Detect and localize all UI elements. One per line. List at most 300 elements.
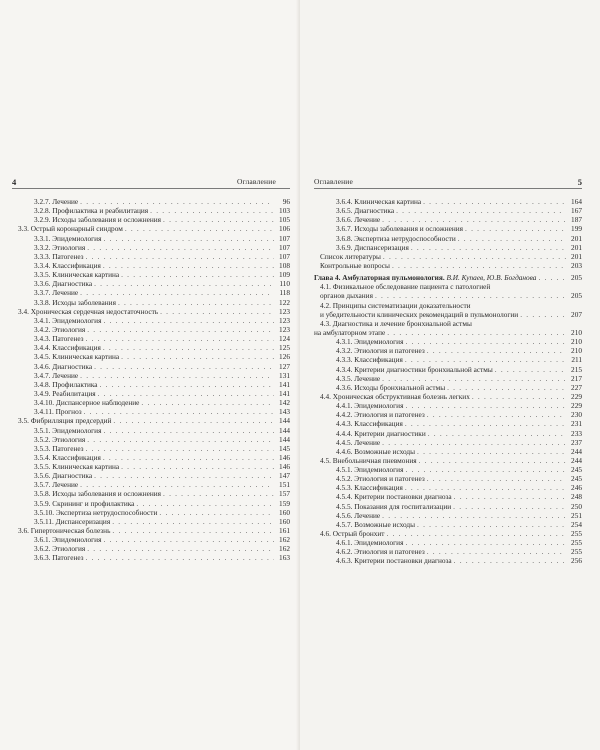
toc-entry-page: 244 bbox=[571, 455, 582, 465]
toc-entry-title: 3.4.1. Эпидемиология bbox=[34, 315, 102, 325]
toc-dot-leader bbox=[405, 465, 566, 474]
toc-dot-leader bbox=[103, 316, 274, 325]
toc-entry-title: 4.1. Физикальное обследование пациента с патологией bbox=[320, 282, 491, 292]
toc-entry-page: 251 bbox=[571, 510, 582, 520]
toc-entry-title: 3.2.8. Профилактика и реабилитация bbox=[34, 206, 149, 216]
toc-entry-page: 245 bbox=[571, 465, 582, 475]
toc-entry-title: 3.4.6. Диагностика bbox=[34, 361, 93, 371]
toc-entry[interactable] bbox=[314, 261, 582, 270]
toc-entry-page: 210 bbox=[571, 327, 582, 337]
toc-entry-title: 3.5.6. Диагностика bbox=[34, 471, 93, 481]
toc-dot-leader bbox=[375, 291, 566, 300]
toc-entry[interactable] bbox=[314, 206, 582, 215]
toc-entry-title: 4.5.7. Возможные исходы bbox=[336, 519, 416, 529]
toc-entry[interactable] bbox=[314, 547, 582, 556]
toc-dot-leader bbox=[382, 511, 566, 520]
toc-entry-title: Список литературы bbox=[320, 251, 381, 261]
toc-entry[interactable] bbox=[314, 538, 582, 547]
toc-dot-leader bbox=[454, 556, 566, 565]
toc-entry-title: 4.6.1. Эпидемиология bbox=[336, 538, 404, 548]
toc-entry-page: 118 bbox=[279, 288, 290, 298]
toc-entry-title: 3.4.9. Реабилитация bbox=[34, 388, 96, 398]
toc-entry-title: 3.3.7. Лечение bbox=[34, 288, 79, 298]
toc-entry[interactable] bbox=[314, 438, 582, 447]
toc-entry-page: 126 bbox=[279, 352, 290, 362]
toc-group-chapter-4 bbox=[314, 282, 582, 565]
toc-entry-page: 123 bbox=[279, 324, 290, 334]
toc-dot-leader bbox=[125, 224, 274, 233]
toc-entry-page: 201 bbox=[571, 242, 582, 252]
toc-entry-title: 3.3.8. Исходы заболевания bbox=[34, 297, 116, 307]
toc-entry[interactable] bbox=[314, 374, 582, 383]
toc-entry[interactable] bbox=[314, 301, 582, 310]
toc-chapter-authors: В.И. Купаев, Ю.В. Богданова bbox=[446, 273, 537, 283]
toc-entry-title: 3.4.10. Диспансерное наблюдение bbox=[34, 398, 140, 408]
toc-entry-page: 255 bbox=[571, 538, 582, 548]
toc-dot-leader bbox=[538, 273, 566, 282]
toc-entry[interactable] bbox=[314, 291, 582, 300]
toc-dot-leader bbox=[382, 438, 566, 447]
toc-entry[interactable] bbox=[314, 502, 582, 511]
toc-entry-page: 217 bbox=[571, 373, 582, 383]
toc-dot-leader bbox=[428, 429, 566, 438]
toc-dot-leader bbox=[417, 447, 566, 456]
left-toc-list bbox=[12, 197, 290, 563]
toc-entry-page: 160 bbox=[279, 516, 290, 526]
toc-entry-page: 108 bbox=[279, 260, 290, 270]
toc-dot-leader bbox=[103, 343, 274, 352]
toc-entry-title: 3.6.3. Патогенез bbox=[34, 553, 84, 563]
toc-entry[interactable] bbox=[12, 243, 290, 252]
toc-entry-title: 4.5.1. Эпидемиология bbox=[336, 465, 404, 475]
toc-dot-leader bbox=[382, 215, 566, 224]
toc-dot-leader bbox=[423, 197, 566, 206]
toc-entry-title: 4.3.3. Классификация bbox=[336, 355, 403, 365]
toc-entry[interactable] bbox=[12, 517, 290, 526]
toc-dot-leader bbox=[465, 224, 566, 233]
toc-entry-title: 3.5.11. Диспансеризация bbox=[34, 516, 111, 526]
toc-entry[interactable] bbox=[314, 511, 582, 520]
toc-entry-page: 215 bbox=[571, 364, 582, 374]
toc-entry-title: органов дыхания bbox=[320, 291, 373, 301]
toc-entry-title: 4.6. Острый бронхит bbox=[320, 529, 385, 539]
toc-entry-title: 4.3.6. Исходы бронхиальной астмы bbox=[336, 382, 446, 392]
toc-dot-leader bbox=[141, 398, 274, 407]
toc-entry[interactable] bbox=[314, 355, 582, 364]
toc-dot-leader bbox=[405, 401, 566, 410]
toc-entry[interactable] bbox=[12, 279, 290, 288]
toc-entry-title: 3.3. Острый коронарный синдром bbox=[18, 224, 123, 234]
toc-entry-title: 4.3. Диагностика и лечение бронхиальной астмы bbox=[320, 318, 472, 328]
toc-entry[interactable] bbox=[12, 426, 290, 435]
toc-entry[interactable] bbox=[314, 419, 582, 428]
toc-entry[interactable] bbox=[314, 383, 582, 392]
toc-entry-page: 96 bbox=[282, 197, 290, 206]
toc-entry-page: 142 bbox=[279, 398, 290, 408]
toc-entry-title: 3.2.7. Лечение bbox=[34, 197, 79, 206]
toc-entry[interactable] bbox=[12, 462, 290, 471]
left-running-head: Оглавление bbox=[236, 177, 276, 186]
toc-entry-page: 210 bbox=[571, 337, 582, 347]
toc-entry-title: 3.5.7. Лечение bbox=[34, 480, 79, 490]
toc-chapter-heading[interactable] bbox=[314, 273, 582, 282]
toc-entry-title: 3.4.4. Классификация bbox=[34, 343, 101, 353]
toc-dot-leader bbox=[405, 355, 566, 364]
toc-entry-title: 4.4.5. Лечение bbox=[336, 437, 381, 447]
toc-entry[interactable] bbox=[314, 365, 582, 374]
toc-entry[interactable] bbox=[12, 499, 290, 508]
toc-dot-leader bbox=[495, 365, 566, 374]
toc-entry-page: 107 bbox=[279, 251, 290, 261]
toc-dot-leader bbox=[447, 383, 566, 392]
toc-dot-leader bbox=[405, 419, 566, 428]
toc-entry-title: 3.6.9. Диспансеризация bbox=[336, 242, 409, 252]
toc-entry[interactable] bbox=[314, 483, 582, 492]
toc-dot-leader bbox=[458, 234, 566, 243]
toc-entry[interactable] bbox=[12, 480, 290, 489]
toc-entry[interactable] bbox=[12, 270, 290, 279]
toc-dot-leader bbox=[160, 307, 274, 316]
toc-entry-page: 231 bbox=[571, 419, 582, 429]
right-page-header bbox=[314, 176, 582, 189]
left-page-number: 4 bbox=[12, 177, 17, 187]
toc-entry-page: 160 bbox=[279, 507, 290, 517]
toc-entry[interactable] bbox=[12, 544, 290, 553]
toc-entry-page: 146 bbox=[279, 462, 290, 472]
toc-dot-leader bbox=[520, 310, 566, 319]
toc-entry-title: 4.3.4. Критерии диагностики бронхиальной астмы bbox=[336, 364, 493, 374]
toc-dot-leader bbox=[94, 471, 274, 480]
toc-entry-title: 4.5. Внебольничная пневмония bbox=[320, 455, 417, 465]
toc-entry-page: 163 bbox=[279, 553, 290, 563]
toc-entry[interactable] bbox=[314, 429, 582, 438]
toc-dot-leader bbox=[121, 352, 274, 361]
toc-dot-leader bbox=[382, 374, 566, 383]
toc-entry-page: 141 bbox=[279, 388, 290, 398]
toc-chapter-text bbox=[314, 273, 536, 282]
toc-entry-page: 255 bbox=[571, 547, 582, 557]
toc-group-chapter-3-end bbox=[314, 197, 582, 270]
toc-dot-leader bbox=[94, 362, 274, 371]
toc-entry[interactable] bbox=[12, 389, 290, 398]
toc-entry-title: на амбулаторном этапе bbox=[314, 327, 386, 337]
toc-entry-page: 145 bbox=[279, 443, 290, 453]
toc-entry-page: 203 bbox=[571, 260, 582, 270]
toc-entry[interactable] bbox=[314, 234, 582, 243]
toc-dot-leader bbox=[103, 234, 274, 243]
toc-entry-page: 141 bbox=[279, 379, 290, 389]
toc-entry[interactable] bbox=[314, 529, 582, 538]
toc-entry-page: 244 bbox=[571, 446, 582, 456]
toc-entry-title: 3.2.9. Исходы заболевания и осложнения bbox=[34, 215, 162, 225]
toc-entry[interactable] bbox=[12, 224, 290, 233]
toc-dot-leader bbox=[411, 243, 566, 252]
toc-entry[interactable] bbox=[12, 352, 290, 361]
toc-entry-page: 144 bbox=[279, 434, 290, 444]
toc-entry-title: 3.5.9. Скрининг и профилактика bbox=[34, 498, 135, 508]
toc-entry-page: 131 bbox=[279, 370, 290, 380]
toc-entry-title: 3.3.6. Диагностика bbox=[34, 279, 93, 289]
toc-entry-title: 4.5.4. Критерии постановки диагноза bbox=[336, 492, 452, 502]
toc-entry[interactable] bbox=[12, 490, 290, 499]
toc-entry-page: 245 bbox=[571, 474, 582, 484]
toc-entry-page: 201 bbox=[571, 251, 582, 261]
toc-entry-title: 3.4.5. Клиническая картина bbox=[34, 352, 120, 362]
toc-entry-title: 3.4.11. Прогноз bbox=[34, 407, 82, 417]
toc-dot-leader bbox=[163, 215, 274, 224]
toc-dot-leader bbox=[84, 407, 274, 416]
toc-entry-title: 4.4.4. Критерии диагностики bbox=[336, 428, 426, 438]
toc-entry-title: 3.5. Фибрилляция предсердий bbox=[18, 416, 112, 426]
toc-entry[interactable] bbox=[12, 535, 290, 544]
toc-dot-leader bbox=[87, 243, 274, 252]
toc-dot-leader bbox=[112, 526, 274, 535]
toc-entry[interactable] bbox=[314, 456, 582, 465]
toc-entry-title: 4.4.3. Классификация bbox=[336, 419, 403, 429]
toc-entry[interactable] bbox=[314, 337, 582, 346]
toc-entry[interactable] bbox=[314, 243, 582, 252]
toc-entry[interactable] bbox=[12, 407, 290, 416]
toc-entry-title: 3.6.7. Исходы заболевания и осложнения bbox=[336, 224, 464, 234]
toc-dot-leader bbox=[103, 426, 274, 435]
toc-entry[interactable] bbox=[314, 215, 582, 224]
toc-entry-title: 3.6.1. Эпидемиология bbox=[34, 535, 102, 545]
toc-entry-title: 4.3.5. Лечение bbox=[336, 373, 381, 383]
toc-entry-page: 255 bbox=[571, 529, 582, 539]
toc-entry-page: 103 bbox=[279, 206, 290, 216]
toc-entry[interactable] bbox=[12, 416, 290, 425]
toc-entry-page: 157 bbox=[279, 489, 290, 499]
toc-entry[interactable] bbox=[12, 435, 290, 444]
toc-dot-leader bbox=[103, 535, 274, 544]
toc-dot-leader bbox=[87, 435, 274, 444]
toc-entry-title: 4.3.2. Этиология и патогенез bbox=[336, 346, 425, 356]
toc-dot-leader bbox=[453, 502, 566, 511]
toc-entry-page: 211 bbox=[571, 355, 582, 365]
toc-entry-page: 122 bbox=[279, 297, 290, 307]
toc-dot-leader bbox=[80, 371, 274, 380]
toc-entry[interactable] bbox=[12, 197, 290, 206]
toc-entry[interactable] bbox=[314, 346, 582, 355]
toc-dot-leader bbox=[98, 389, 274, 398]
toc-entry[interactable] bbox=[12, 288, 290, 297]
toc-entry-page: 164 bbox=[571, 197, 582, 206]
toc-entry[interactable] bbox=[314, 401, 582, 410]
toc-entry-title: 4.4.1. Эпидемиология bbox=[336, 401, 404, 411]
toc-dot-leader bbox=[387, 328, 566, 337]
toc-dot-leader bbox=[121, 270, 274, 279]
toc-dot-leader bbox=[454, 493, 566, 502]
toc-entry[interactable] bbox=[12, 343, 290, 352]
toc-entry[interactable] bbox=[314, 556, 582, 565]
toc-entry[interactable] bbox=[314, 493, 582, 502]
toc-entry[interactable] bbox=[12, 261, 290, 270]
toc-entry-page: 250 bbox=[571, 501, 582, 511]
toc-dot-leader bbox=[94, 279, 274, 288]
toc-entry[interactable] bbox=[12, 398, 290, 407]
toc-entry-title: 3.5.3. Патогенез bbox=[34, 443, 84, 453]
toc-entry[interactable] bbox=[12, 371, 290, 380]
right-page-number: 5 bbox=[577, 177, 582, 187]
toc-entry[interactable] bbox=[314, 520, 582, 529]
toc-entry-page: 107 bbox=[279, 242, 290, 252]
toc-entry[interactable] bbox=[314, 282, 582, 291]
toc-entry-title: 3.4.2. Этиология bbox=[34, 324, 86, 334]
toc-entry-page: 246 bbox=[571, 483, 582, 493]
toc-dot-leader bbox=[86, 334, 274, 343]
toc-dot-leader bbox=[103, 261, 274, 270]
toc-entry-page: 125 bbox=[279, 343, 290, 353]
toc-entry-title: 4.4.6. Возможные исходы bbox=[336, 446, 416, 456]
toc-entry-title: 3.6.8. Экспертиза нетрудоспособности bbox=[336, 233, 456, 243]
toc-entry-page: 187 bbox=[571, 215, 582, 225]
toc-entry[interactable] bbox=[12, 508, 290, 517]
toc-dot-leader bbox=[87, 544, 274, 553]
toc-entry[interactable] bbox=[12, 553, 290, 562]
toc-entry[interactable] bbox=[314, 392, 582, 401]
toc-entry-title: 3.4.3. Патогенез bbox=[34, 334, 84, 344]
toc-entry[interactable] bbox=[12, 471, 290, 480]
toc-entry-title: 3.6.2. Этиология bbox=[34, 544, 86, 554]
toc-entry-title: 3.5.4. Классификация bbox=[34, 452, 101, 462]
toc-entry-page: 105 bbox=[279, 215, 290, 225]
right-running-head: Оглавление bbox=[314, 177, 354, 186]
toc-entry[interactable] bbox=[12, 307, 290, 316]
toc-entry-page: 123 bbox=[279, 306, 290, 316]
toc-entry-title: 4.5.3. Классификация bbox=[336, 483, 403, 493]
toc-dot-leader bbox=[136, 499, 274, 508]
toc-dot-leader bbox=[419, 456, 566, 465]
toc-dot-leader bbox=[427, 547, 566, 556]
toc-entry-page: 106 bbox=[279, 224, 290, 234]
toc-entry-page: 254 bbox=[571, 519, 582, 529]
toc-entry-page: 162 bbox=[279, 544, 290, 554]
toc-entry-page: 127 bbox=[279, 361, 290, 371]
toc-dot-leader bbox=[112, 517, 274, 526]
toc-dot-leader bbox=[87, 325, 274, 334]
toc-entry-title: 3.3.2. Этиология bbox=[34, 242, 86, 252]
toc-dot-leader bbox=[159, 508, 274, 517]
toc-entry[interactable] bbox=[314, 319, 582, 328]
toc-entry[interactable] bbox=[12, 362, 290, 371]
toc-dot-leader bbox=[80, 480, 274, 489]
toc-dot-leader bbox=[80, 197, 274, 206]
toc-entry-page: 256 bbox=[571, 556, 582, 566]
toc-entry[interactable] bbox=[12, 298, 290, 307]
toc-entry-title: 3.6.5. Диагностика bbox=[336, 206, 395, 216]
toc-entry-title: 3.6. Гипертоническая болезнь bbox=[18, 526, 111, 536]
toc-dot-leader bbox=[405, 538, 566, 547]
toc-chapter-page: 205 bbox=[571, 273, 582, 283]
toc-entry-page: 144 bbox=[279, 416, 290, 426]
toc-entry[interactable] bbox=[314, 474, 582, 483]
toc-entry-title: 3.3.5. Клиническая картина bbox=[34, 270, 120, 280]
toc-entry-page: 229 bbox=[571, 391, 582, 401]
toc-dot-leader bbox=[405, 337, 566, 346]
toc-entry[interactable] bbox=[12, 334, 290, 343]
toc-entry-page: 167 bbox=[571, 206, 582, 216]
toc-entry-page: 159 bbox=[279, 498, 290, 508]
right-toc-list bbox=[314, 197, 582, 566]
toc-entry-title: 4.2. Принципы систематизации доказательности bbox=[320, 300, 471, 310]
toc-entry-title: 4.5.2. Этиология и патогенез bbox=[336, 474, 425, 484]
toc-dot-leader bbox=[392, 261, 566, 270]
toc-entry-title: 4.4.2. Этиология и патогенез bbox=[336, 410, 425, 420]
toc-dot-leader bbox=[80, 288, 274, 297]
toc-entry-page: 233 bbox=[571, 428, 582, 438]
toc-entry-page: 146 bbox=[279, 452, 290, 462]
toc-entry-page: 109 bbox=[279, 270, 290, 280]
toc-entry[interactable] bbox=[12, 252, 290, 261]
toc-entry-page: 107 bbox=[279, 233, 290, 243]
toc-entry-title: 4.6.3. Критерии постановки диагноза bbox=[336, 556, 452, 566]
toc-dot-leader bbox=[86, 553, 274, 562]
toc-dot-leader bbox=[103, 453, 274, 462]
left-page-header bbox=[12, 176, 290, 189]
toc-entry-title: 3.5.2. Этиология bbox=[34, 434, 86, 444]
toc-entry-title: Контрольные вопросы bbox=[320, 260, 390, 270]
toc-dot-leader bbox=[405, 483, 566, 492]
toc-entry[interactable] bbox=[12, 234, 290, 243]
toc-dot-leader bbox=[121, 462, 274, 471]
toc-entry-page: 205 bbox=[571, 291, 582, 301]
toc-entry-page: 230 bbox=[571, 410, 582, 420]
toc-dot-leader bbox=[427, 410, 566, 419]
toc-entry-page: 237 bbox=[571, 437, 582, 447]
toc-entry-page: 124 bbox=[279, 334, 290, 344]
toc-entry-title: 3.5.10. Экспертиза нетрудоспособности bbox=[34, 507, 158, 517]
toc-dot-leader bbox=[427, 346, 566, 355]
toc-entry[interactable] bbox=[314, 465, 582, 474]
toc-dot-leader bbox=[118, 298, 274, 307]
toc-entry-page: 110 bbox=[279, 279, 290, 289]
toc-entry-title: 3.4.7. Лечение bbox=[34, 370, 79, 380]
toc-entry[interactable] bbox=[314, 310, 582, 319]
toc-entry[interactable] bbox=[12, 206, 290, 215]
toc-dot-leader bbox=[163, 490, 274, 499]
toc-dot-leader bbox=[86, 252, 274, 261]
toc-entry[interactable] bbox=[12, 316, 290, 325]
toc-entry-title: 3.6.6. Лечение bbox=[336, 215, 381, 225]
toc-dot-leader bbox=[100, 380, 274, 389]
toc-entry-title: 3.5.5. Клиническая картина bbox=[34, 462, 120, 472]
toc-entry[interactable] bbox=[12, 325, 290, 334]
toc-entry[interactable] bbox=[314, 328, 582, 337]
toc-entry-title: 4.3.1. Эпидемиология bbox=[336, 337, 404, 347]
toc-entry[interactable] bbox=[12, 453, 290, 462]
toc-entry-page: 143 bbox=[279, 407, 290, 417]
toc-entry[interactable] bbox=[314, 252, 582, 261]
toc-entry-title: 3.4. Хроническая сердечная недостаточность bbox=[18, 306, 159, 316]
toc-entry[interactable] bbox=[12, 444, 290, 453]
toc-entry[interactable] bbox=[314, 447, 582, 456]
toc-dot-leader bbox=[427, 474, 566, 483]
toc-entry[interactable] bbox=[12, 380, 290, 389]
toc-entry[interactable] bbox=[314, 410, 582, 419]
toc-entry-page: 248 bbox=[571, 492, 582, 502]
toc-entry[interactable] bbox=[314, 224, 582, 233]
toc-entry[interactable] bbox=[12, 215, 290, 224]
toc-entry-page: 144 bbox=[279, 425, 290, 435]
toc-chapter-title: Глава 4. Амбулаторная пульмонология. bbox=[314, 273, 445, 283]
toc-entry[interactable] bbox=[12, 526, 290, 535]
toc-entry-page: 147 bbox=[279, 471, 290, 481]
toc-entry-title: 3.3.4. Классификация bbox=[34, 260, 101, 270]
toc-entry-title: 4.4. Хроническая обструктивная болезнь легких bbox=[320, 391, 470, 401]
toc-entry[interactable] bbox=[314, 197, 582, 206]
toc-entry-title: 3.5.8. Исходы заболевания и осложнения bbox=[34, 489, 162, 499]
toc-dot-leader bbox=[417, 520, 566, 529]
